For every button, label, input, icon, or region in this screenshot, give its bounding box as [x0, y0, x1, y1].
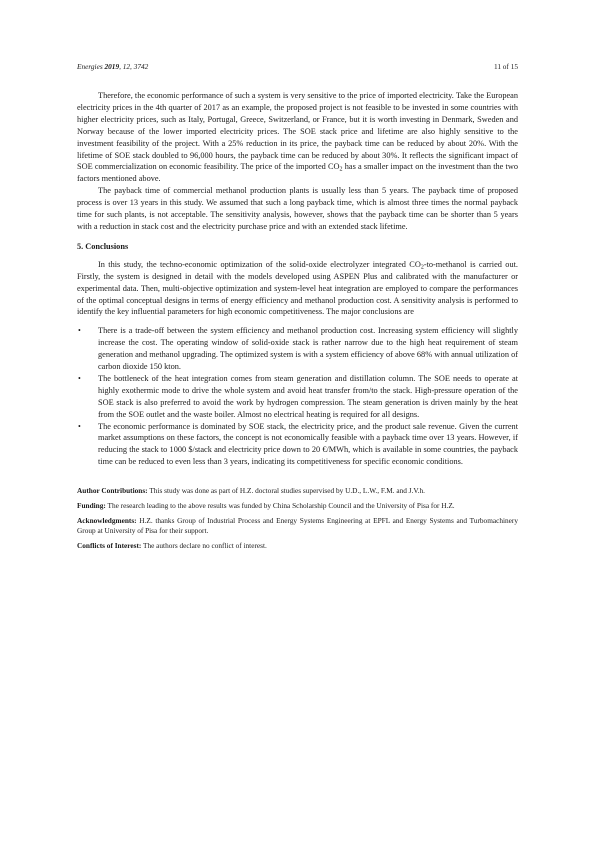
journal-citation: [77, 62, 148, 71]
list-item: [77, 325, 518, 373]
funding: [77, 501, 518, 511]
label: Author Contributions:: [77, 486, 148, 496]
back-matter: [77, 486, 518, 551]
citation-sep: ,: [119, 62, 123, 71]
label: Conflicts of Interest:: [77, 541, 142, 551]
author-contributions: [77, 486, 518, 496]
journal-year: 2019: [104, 62, 120, 71]
journal-volume: 12: [122, 62, 131, 71]
list-item-text: The bottleneck of the heat integration comes from steam generation and distillation column. The SOE needs to operate at highly exothermic mode to drive the whole system and avoid heat transfer from/to the stack. High-pressure operation of the SOE stack is also preferred to avoid the work by hydrogen compression. The steam generation is driven mainly by the heat from the SOE outlet and the waste boiler. Almost no electrical heating is required for all designs.: [98, 373, 518, 419]
paragraph-text: has a smaller impact on the investment than the two factors mentioned above.: [77, 162, 518, 184]
paragraph-text: In this study, the techno-economic optimization of the solid-oxide electrolyzer integrated CO: [98, 259, 421, 269]
text: The research leading to the above results was funded by China Scholarship Council and the University of Pisa for H.Z.: [105, 501, 455, 511]
paragraph-payback: The payback time of commercial methanol production plants is usually less than 5 years. The payback time of proposed process is over 13 years in this study. We assumed that such a long payback time, which is almost three times the normal payback time for such plants, is not acceptable. The sensitivity analysis, however, shows that the payback time can be shorter than 5 years with a reduction in stack cost and the electricity purchase price and with an extended stack lifetime.: [77, 186, 518, 231]
article-number: 3742: [133, 62, 149, 71]
paragraph-sensitivity: [77, 90, 518, 185]
subscript: 2: [339, 166, 343, 173]
list-item: [77, 421, 518, 469]
paragraph-conclusions-intro: [77, 259, 518, 319]
text: H.Z. thanks Group of Industrial Process and Energy Systems Engineering at EPFL and Energy Systems and Turbomachinery Group at University of Pisa for their support.: [77, 516, 518, 536]
acknowledgments: [77, 516, 518, 536]
bullet-icon: •: [78, 373, 81, 383]
running-header: [77, 62, 518, 71]
subscript: 2: [420, 264, 424, 271]
bullet-icon: •: [78, 326, 81, 336]
conclusions-list: [77, 325, 518, 468]
section-heading: 5. Conclusions: [77, 241, 129, 251]
page-number: 11 of 15: [493, 62, 518, 71]
paragraph-text: Therefore, the economic performance of such a system is very sensitive to the price of imported electricity. Take the European electricity prices in the 4th quarter of 2017 as an example, the proposed project is not feasible to be invested in some countries with higher electricity prices, such as Italy, Portugal, Greece, Switzerland, or France, but it is worth investing in Denmark, Sweden and Norway because of the lower imported electricity prices. The SOE stack price and lifetime are also highly sensitive to the investment feasibility of the project. With a 25% reduction in its price, the payback time can be reduced by about 20%. With the lifetime of SOE stack doubled to 96,000 hours, the payback time can be reduced by about 30%. It reflects the significant impact of SOE commercialization on economic feasibility. The price of the imported CO: [77, 91, 518, 172]
list-item-text: The economic performance is dominated by SOE stack, the electricity price, and the product sale revenue. Given the current market assumptions on these factors, the concept is not economically feasible with a payback time over 13 years. However, if reducing the stack to 1000 $/stack and electricity price down to 20 €/MWh, which is available in some countries, the payback time can be reduced to even less than 3 years, indicating its competitiveness for specific economic conditions.: [98, 421, 518, 467]
text: This study was done as part of H.Z. doctoral studies supervised by U.D., L.W., F.M. and J.V.h.: [147, 486, 425, 496]
list-item-text: There is a trade-off between the system efficiency and methanol production cost. Increasing system efficiency will slightly increase the cost. The operating window of solid-oxide stack is rather narrow due to the high heat requirement of steam generation and methanol upgrading. The optimized system is with a system efficiency of above 68% with annual utilization of carbon dioxide 150 kton.: [98, 326, 518, 372]
label: Funding:: [77, 501, 106, 511]
journal-name: Energies: [77, 62, 105, 71]
page-body: [77, 90, 518, 556]
bullet-icon: •: [78, 421, 81, 431]
text: The authors declare no conflict of interest.: [141, 541, 267, 551]
label: Acknowledgments:: [77, 516, 137, 526]
paragraph-text: -to-methanol is carried out. Firstly, the system is designed in detail with the models developed using ASPEN Plus and calibrated with the manufacturer or experimental data. Then, multi-objective optimization and system-level heat integration are employed to compare the performances of the optimal conceptual designs in terms of energy efficiency and methanol production cost. A sensitivity analysis is performed to identify the key influential parameters for high economic competitiveness. The major conclusions are: [77, 259, 518, 317]
list-item: [77, 373, 518, 421]
conflicts-of-interest: [77, 541, 518, 551]
citation-sep: ,: [130, 62, 134, 71]
